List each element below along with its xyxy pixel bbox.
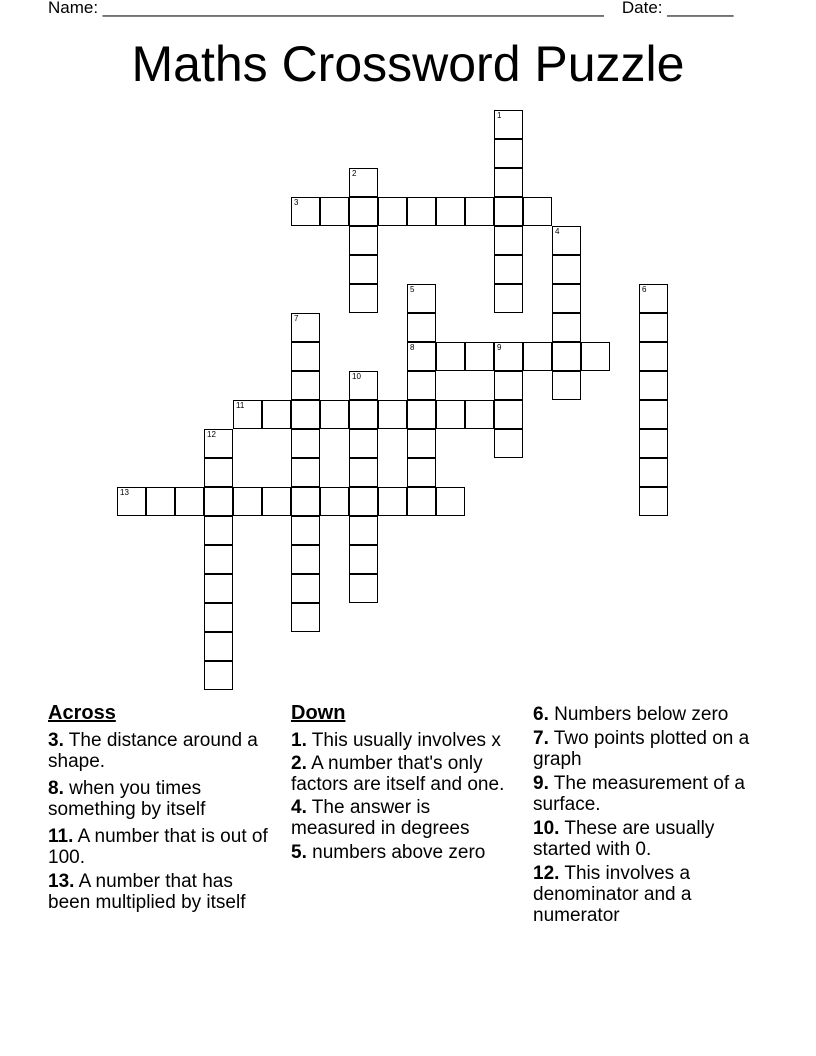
grid-cell[interactable] bbox=[349, 516, 378, 545]
grid-cell[interactable] bbox=[349, 545, 378, 574]
grid-cell[interactable] bbox=[523, 197, 552, 226]
across-clues bbox=[48, 702, 278, 919]
grid-cell[interactable] bbox=[204, 458, 233, 487]
grid-cell[interactable] bbox=[204, 545, 233, 574]
grid-cell[interactable] bbox=[291, 197, 320, 226]
grid-cell[interactable] bbox=[436, 400, 465, 429]
grid-cell[interactable] bbox=[291, 371, 320, 400]
grid-cell[interactable] bbox=[146, 487, 175, 516]
clue-across-11: 11. A number that is out of 100. bbox=[48, 826, 268, 868]
across-heading: Across bbox=[48, 702, 116, 724]
grid-cell[interactable] bbox=[349, 284, 378, 313]
grid-cell[interactable] bbox=[494, 197, 523, 226]
grid-cell[interactable] bbox=[204, 603, 233, 632]
grid-cell[interactable] bbox=[349, 226, 378, 255]
grid-cell[interactable] bbox=[349, 458, 378, 487]
clue-across-8: 8. when you times something by itself bbox=[48, 778, 206, 820]
grid-cell[interactable] bbox=[639, 400, 668, 429]
grid-cell[interactable] bbox=[233, 400, 262, 429]
grid-cell[interactable] bbox=[494, 255, 523, 284]
grid-cell[interactable] bbox=[291, 429, 320, 458]
grid-cell[interactable] bbox=[262, 487, 291, 516]
clue-down-1: 1. This usually involves x bbox=[291, 730, 501, 751]
grid-cell[interactable] bbox=[494, 371, 523, 400]
grid-cell[interactable] bbox=[291, 400, 320, 429]
grid-cell[interactable] bbox=[639, 284, 668, 313]
grid-cell[interactable] bbox=[291, 342, 320, 371]
clue-number: 11 bbox=[236, 401, 245, 410]
grid-cell[interactable] bbox=[204, 632, 233, 661]
grid-cell[interactable] bbox=[233, 487, 262, 516]
clue-number: 13 bbox=[120, 488, 129, 497]
grid-cell[interactable] bbox=[349, 574, 378, 603]
grid-cell[interactable] bbox=[436, 487, 465, 516]
down-heading: Down bbox=[291, 702, 346, 724]
grid-cell[interactable] bbox=[349, 255, 378, 284]
down-clues bbox=[291, 702, 516, 869]
clue-across-3: 3. The distance around a shape. bbox=[48, 730, 258, 772]
grid-cell[interactable] bbox=[494, 168, 523, 197]
grid-cell[interactable] bbox=[407, 429, 436, 458]
grid-cell[interactable] bbox=[407, 371, 436, 400]
page-title: Maths Crossword Puzzle bbox=[131, 36, 685, 92]
grid-cell[interactable] bbox=[378, 487, 407, 516]
grid-cell[interactable] bbox=[291, 545, 320, 574]
grid-cell[interactable] bbox=[639, 458, 668, 487]
grid-cell[interactable] bbox=[320, 400, 349, 429]
grid-cell[interactable] bbox=[291, 487, 320, 516]
grid-cell[interactable] bbox=[552, 226, 581, 255]
grid-cell[interactable] bbox=[494, 110, 523, 139]
grid-cell[interactable] bbox=[494, 139, 523, 168]
grid-cell[interactable] bbox=[465, 400, 494, 429]
clue-down-5: 5. numbers above zero bbox=[291, 842, 486, 863]
grid-cell[interactable] bbox=[581, 342, 610, 371]
grid-cell[interactable] bbox=[639, 342, 668, 371]
grid-cell[interactable] bbox=[494, 284, 523, 313]
grid-cell[interactable] bbox=[291, 313, 320, 342]
clue-number: 4 bbox=[555, 227, 560, 236]
grid-cell[interactable] bbox=[262, 400, 291, 429]
grid-cell[interactable] bbox=[436, 342, 465, 371]
grid-cell[interactable] bbox=[291, 458, 320, 487]
grid-cell[interactable] bbox=[349, 197, 378, 226]
grid-cell[interactable] bbox=[639, 313, 668, 342]
grid-cell[interactable] bbox=[465, 342, 494, 371]
clue-number: 6 bbox=[642, 285, 647, 294]
grid-cell[interactable] bbox=[291, 516, 320, 545]
clue-number: 12 bbox=[207, 430, 216, 439]
clue-down-12: 12. This involves a denominator and a numerator bbox=[533, 863, 692, 926]
grid-cell[interactable] bbox=[552, 342, 581, 371]
grid-cell[interactable] bbox=[204, 661, 233, 690]
grid-cell[interactable] bbox=[552, 284, 581, 313]
grid-cell[interactable] bbox=[349, 429, 378, 458]
grid-cell[interactable] bbox=[117, 487, 146, 516]
grid-cell[interactable] bbox=[436, 197, 465, 226]
grid-cell[interactable] bbox=[204, 516, 233, 545]
grid-cell[interactable] bbox=[349, 168, 378, 197]
clue-down-9: 9. The measurement of a surface. bbox=[533, 773, 745, 815]
clue-number: 3 bbox=[294, 198, 299, 207]
grid-cell[interactable] bbox=[494, 226, 523, 255]
grid-cell[interactable] bbox=[552, 371, 581, 400]
grid-cell[interactable] bbox=[204, 429, 233, 458]
clue-down-2: 2. A number that's only factors are itself and one. bbox=[291, 753, 505, 795]
grid-cell[interactable] bbox=[494, 429, 523, 458]
grid-cell[interactable] bbox=[639, 487, 668, 516]
grid-cell[interactable] bbox=[320, 197, 349, 226]
clue-across-13: 13. A number that has been multiplied by itself bbox=[48, 871, 246, 913]
down-clues-continued bbox=[533, 704, 758, 929]
grid-cell[interactable] bbox=[639, 371, 668, 400]
grid-cell[interactable] bbox=[378, 400, 407, 429]
clue-number: 9 bbox=[497, 343, 502, 352]
grid-cell[interactable] bbox=[407, 197, 436, 226]
grid-cell[interactable] bbox=[378, 197, 407, 226]
clue-down-6: 6. Numbers below zero bbox=[533, 704, 729, 725]
grid-cell[interactable] bbox=[465, 197, 494, 226]
grid-cell[interactable] bbox=[552, 313, 581, 342]
grid-cell[interactable] bbox=[407, 458, 436, 487]
grid-cell[interactable] bbox=[407, 284, 436, 313]
clue-number: 5 bbox=[410, 285, 415, 294]
name-field[interactable]: Name: _____________________________________________________ bbox=[48, 0, 604, 17]
clue-number: 10 bbox=[352, 372, 361, 381]
grid-cell[interactable] bbox=[407, 313, 436, 342]
grid-cell[interactable] bbox=[407, 342, 436, 371]
clue-down-7: 7. Two points plotted on a graph bbox=[533, 728, 750, 770]
clue-down-4: 4. The answer is measured in degrees bbox=[291, 797, 470, 839]
grid-cell[interactable] bbox=[349, 400, 378, 429]
grid-cell[interactable] bbox=[494, 400, 523, 429]
grid-cell[interactable] bbox=[407, 487, 436, 516]
grid-cell[interactable] bbox=[204, 487, 233, 516]
clue-number: 1 bbox=[497, 111, 502, 120]
grid-cell[interactable] bbox=[349, 487, 378, 516]
grid-cell[interactable] bbox=[291, 574, 320, 603]
grid-cell[interactable] bbox=[204, 574, 233, 603]
clue-number: 7 bbox=[294, 314, 299, 323]
grid-cell[interactable] bbox=[175, 487, 204, 516]
grid-cell[interactable] bbox=[552, 255, 581, 284]
grid-cell[interactable] bbox=[523, 342, 552, 371]
grid-cell[interactable] bbox=[639, 429, 668, 458]
clue-number: 2 bbox=[352, 169, 357, 178]
grid-cell[interactable] bbox=[349, 371, 378, 400]
clue-number: 8 bbox=[410, 343, 415, 352]
grid-cell[interactable] bbox=[291, 603, 320, 632]
grid-cell[interactable] bbox=[494, 342, 523, 371]
grid-cell[interactable] bbox=[407, 400, 436, 429]
grid-cell[interactable] bbox=[320, 487, 349, 516]
date-field[interactable]: Date: _______ bbox=[621, 0, 734, 17]
clue-down-10: 10. These are usually started with 0. bbox=[533, 818, 715, 860]
